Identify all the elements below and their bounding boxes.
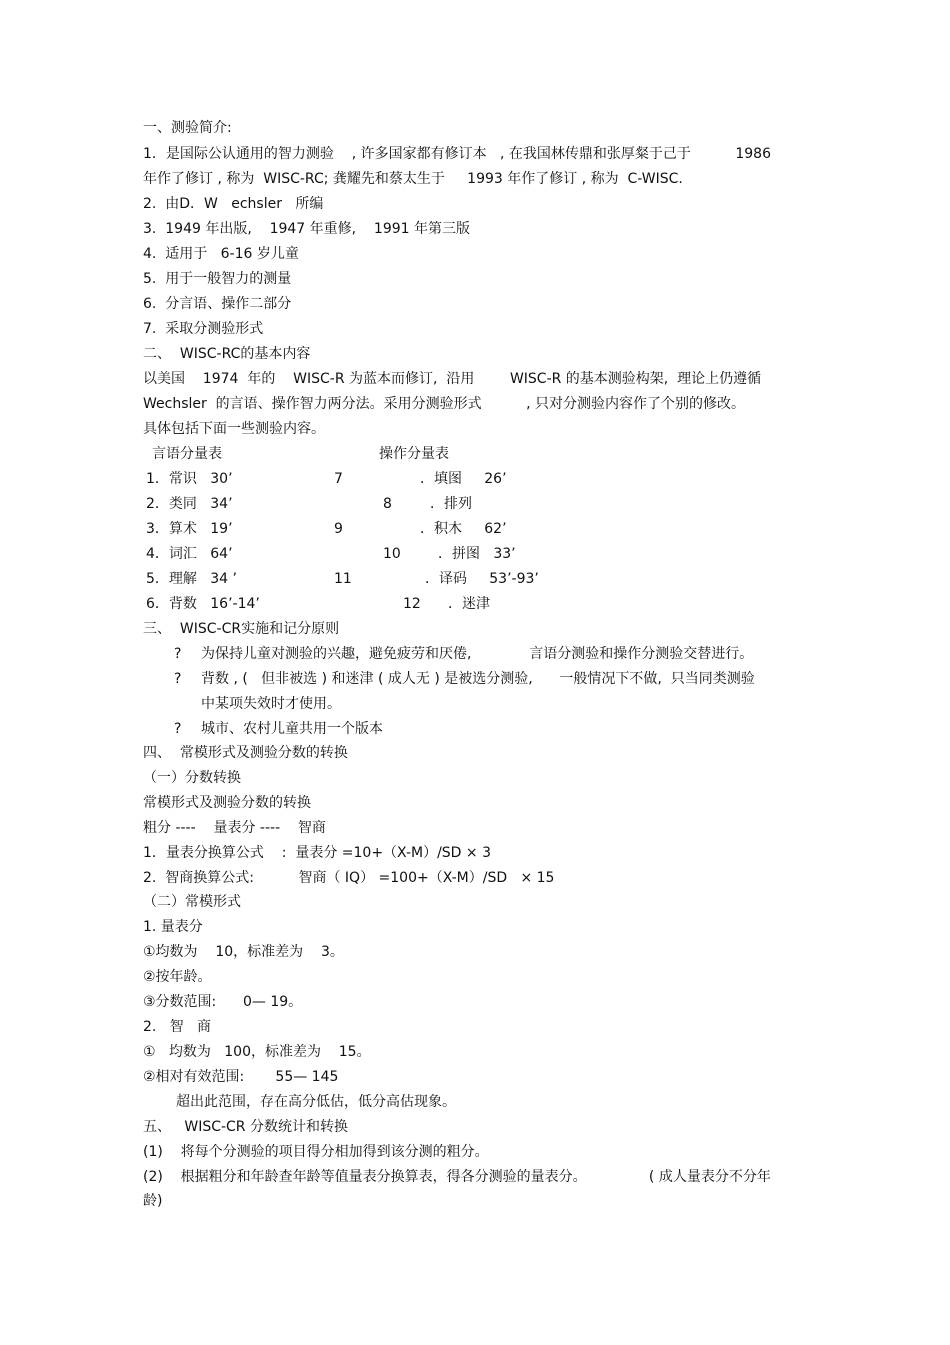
section3-bullet2-line2: 中某项失效时才使用。 xyxy=(201,696,341,712)
performance-scale-header: 操作分量表 xyxy=(379,446,449,462)
section1-heading: 一、测验简介: xyxy=(143,120,232,136)
section3-bullet2-line1: 背数 , ( 但非被选 ) 和迷津 ( 成人无 ) 是被选分测验, 一般情况下不做, 只当同类测验 xyxy=(201,671,755,687)
section4-sub2-heading: （二）常模形式 xyxy=(143,894,241,910)
section4-line: 常模形式及测验分数的转换 xyxy=(143,795,311,811)
section2-heading: 二、 WISC-RC的基本内容 xyxy=(143,346,311,362)
section4-line: 1. 量表分 xyxy=(143,919,203,935)
performance-item-number: 12 xyxy=(403,596,421,612)
section4-sub1-heading: （一）分数转换 xyxy=(143,770,241,786)
performance-item: ．迷津 xyxy=(448,596,490,612)
section4-line: 粗分 ---- 量表分 ---- 智商 xyxy=(143,820,326,836)
section3-bullet1: 为保持儿童对测验的兴趣，避免疲劳和厌倦, 言语分测验和操作分测验交替进行。 xyxy=(201,646,754,662)
performance-item-number: 8 xyxy=(383,496,392,512)
performance-item: ．排列 xyxy=(430,496,472,512)
section5-heading: 五、 WISC-CR 分数统计和转换 xyxy=(143,1119,348,1135)
section2-para-line1: 以美国 1974 年的 WISC-R 为蓝本而修订, 沿用 WISC-R 的基本测验构架, 理论上仍遵循 xyxy=(143,371,762,387)
section3-heading: 三、 WISC-CR实施和记分原则 xyxy=(143,621,340,637)
section5-step2-line2: 龄) xyxy=(143,1193,163,1209)
scale-score-formula: 1．量表分换算公式 : 量表分 =10+（X-M）/SD × 3 xyxy=(143,845,491,861)
section4-line: ① 均数为 100，标准差为 15。 xyxy=(143,1044,371,1060)
section1-item1-line1: 1．是国际公认通用的智力测验 , 许多国家都有修订本 , 在我国林传鼎和张厚粲于己于 1986 xyxy=(143,146,771,162)
section2-para-line3: 具体包括下面一些测验内容。 xyxy=(143,421,325,437)
section5-step2-line1: (2) 根据粗分和年龄查年龄等值量表分换算表，得各分测验的量表分。 ( 成人量表分不分年 xyxy=(143,1169,771,1185)
section4-heading: 四、 常模形式及测验分数的转换 xyxy=(143,745,348,761)
verbal-item: 3．算术 19’ xyxy=(146,521,233,537)
verbal-scale-header: 言语分量表 xyxy=(152,446,222,462)
section1-item4: 4. 适用于 6-16 岁儿童 xyxy=(143,246,299,262)
performance-item-number: 11 xyxy=(334,571,352,587)
performance-item-number: 9 xyxy=(334,521,343,537)
bullet-mark: ? xyxy=(174,671,182,687)
verbal-item: 4．词汇 64’ xyxy=(146,546,233,562)
performance-item: ．填图 26’ xyxy=(420,471,507,487)
performance-item-number: 7 xyxy=(334,471,343,487)
verbal-item: 1．常识 30’ xyxy=(146,471,233,487)
section1-item1-line2: 年作了修订 , 称为 WISC-RC; 龚耀先和蔡太生于 1993 年作了修订 , 称为 C-WISC. xyxy=(143,171,683,187)
performance-item-number: 10 xyxy=(383,546,401,562)
performance-item: ．拼图 33’ xyxy=(438,546,516,562)
bullet-mark: ? xyxy=(174,721,182,737)
verbal-item: 6．背数 16’-14’ xyxy=(146,596,260,612)
section1-item3: 3. 1949 年出版, 1947 年重修, 1991 年第三版 xyxy=(143,221,470,237)
section1-item6: 6. 分言语、操作二部分 xyxy=(143,296,292,312)
section1-item5: 5. 用于一般智力的测量 xyxy=(143,271,292,287)
performance-item: ．译码 53’-93’ xyxy=(425,571,539,587)
section4-line: 超出此范围，存在高分低估，低分高估现象。 xyxy=(176,1094,456,1110)
section4-line: ③分数范围: 0— 19。 xyxy=(143,994,303,1010)
section4-line: 2. 智 商 xyxy=(143,1019,212,1035)
section2-para-line2: Wechsler 的言语、操作智力两分法。采用分测验形式 , 只对分测验内容作了个别的修改。 xyxy=(143,396,746,412)
verbal-item: 5．理解 34 ’ xyxy=(146,571,237,587)
section4-line: ②按年龄。 xyxy=(143,969,212,985)
bullet-mark: ? xyxy=(174,646,182,662)
verbal-item: 2．类同 34’ xyxy=(146,496,233,512)
iq-formula: 2. 智商换算公式: 智商（ IQ） =100+（X-M）/SD × 15 xyxy=(143,870,555,886)
section1-item7: 7. 采取分测验形式 xyxy=(143,321,264,337)
section4-line: ①均数为 10，标准差为 3。 xyxy=(143,944,344,960)
performance-item: ．积木 62’ xyxy=(420,521,507,537)
section4-line: ②相对有效范围: 55— 145 xyxy=(143,1069,339,1085)
section5-step1: (1) 将每个分测验的项目得分相加得到该分测的粗分。 xyxy=(143,1144,489,1160)
section1-item2: 2. 由D．W echsler 所编 xyxy=(143,196,324,212)
section3-bullet3: 城市、农村儿童共用一个版本 xyxy=(201,721,383,737)
